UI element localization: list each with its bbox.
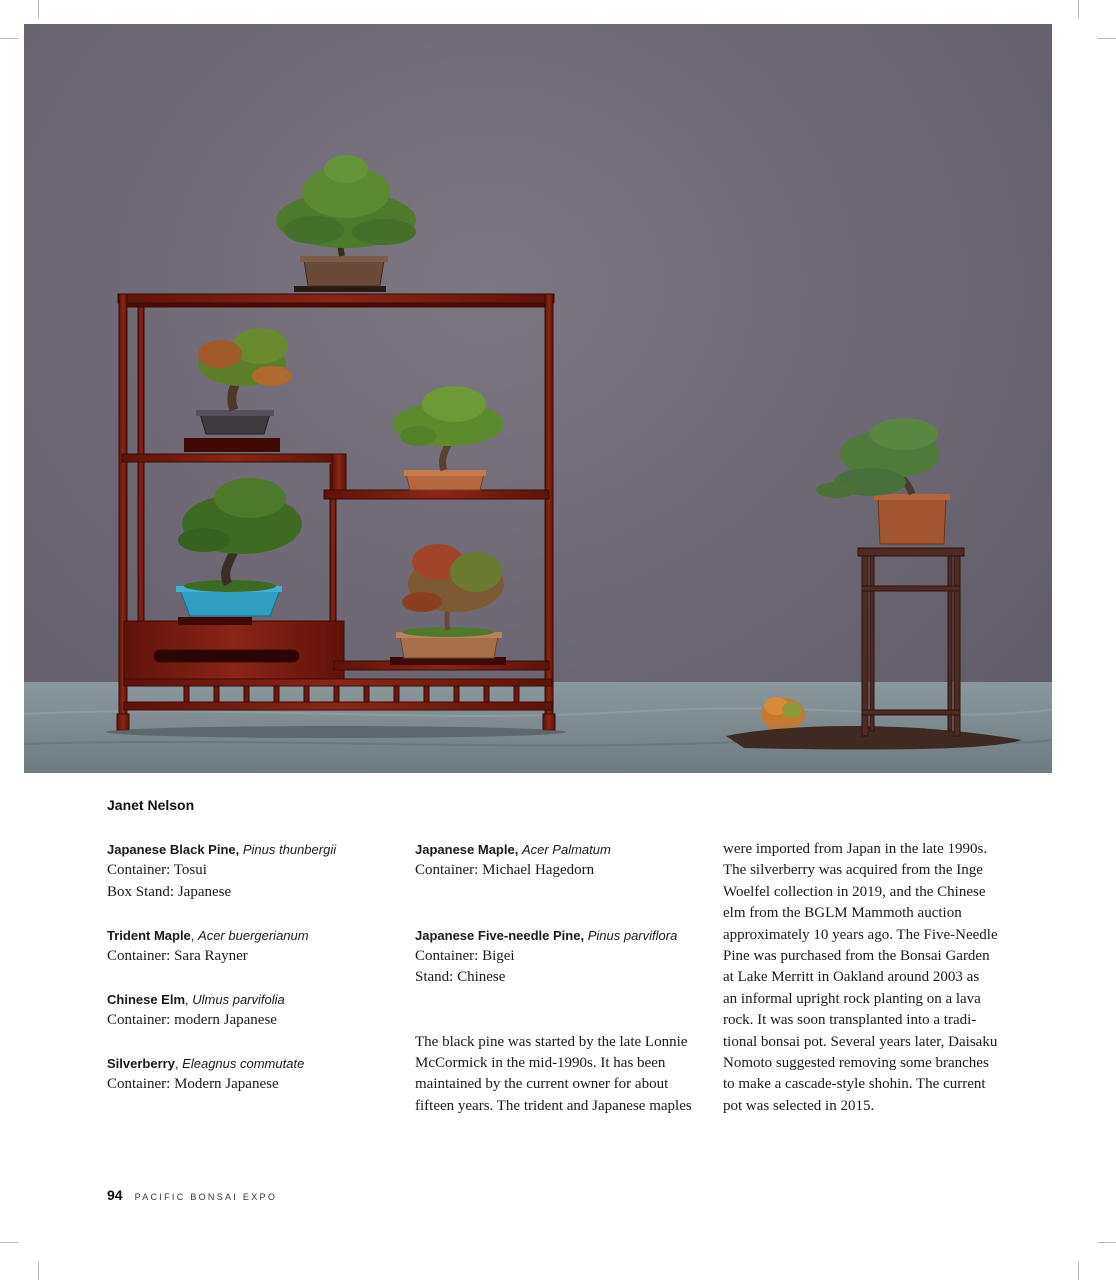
common-name: Japanese Five-needle Pine, [415, 927, 585, 943]
text-line: Woelfel collection in 2019, and the Chinese [723, 883, 986, 900]
text-line: Pine was purchased from the Bonsai Garden [723, 948, 990, 965]
page-number: 94 [107, 1187, 123, 1203]
botanical-name: Pinus thunbergii [242, 842, 337, 857]
crop-mark [1078, 1262, 1079, 1280]
tree-detail: Container: Bigei [415, 948, 515, 964]
text-line: at Lake Merritt in Oakland around 2003 as [723, 969, 980, 986]
crop-mark [1098, 1242, 1116, 1243]
botanical-name: Acer buergerianum [198, 927, 309, 943]
exhibitor-name: Janet Nelson [107, 797, 195, 813]
crop-mark [0, 38, 18, 39]
text-line: approximately 10 years ago. The Five-Needle [723, 926, 998, 943]
tree-detail: Container: Michael Hagedorn [415, 862, 595, 879]
tree-detail: Box Stand: Japanese [107, 883, 232, 900]
crop-mark [38, 0, 39, 18]
crop-mark [1078, 0, 1079, 18]
text-line: Nomoto suggested removing some branches [723, 1055, 989, 1072]
tree-entry-chinese-elm: Chinese Elm, Ulmus parvifolia Container: modern Japanese [107, 989, 397, 1032]
text-line: rock. It was soon transplanted into a tradi- [723, 1012, 977, 1029]
text-line: tional bonsai pot. Several years later, Daisaku [723, 1033, 998, 1050]
tree-entry-japanese-maple [415, 839, 710, 882]
trident-maple-tree [184, 328, 292, 452]
common-name: Chinese Elm [107, 991, 186, 1007]
bonsai-illustration [24, 24, 1052, 773]
tree-entry-black-pine [107, 839, 397, 903]
tree-detail: Container: Tosui [107, 862, 207, 879]
tree-detail: Container: Sara Rayner [107, 948, 248, 965]
tree-entry-silverberry: Silverberry, Eleagnus commutate Container: Modern Japanese [107, 1053, 397, 1096]
crop-mark [38, 1262, 39, 1280]
tree-detail: Container: Modern Japanese [107, 1076, 279, 1093]
tree-entry-trident-maple: Trident Maple, Acer buergerianum Container: Sara Rayner [107, 925, 397, 968]
botanical-name: Ulmus parvifolia [192, 991, 285, 1007]
text-line: elm from the BGLM Mammoth auction [723, 905, 962, 922]
text-line: were imported from Japan in the late 1990s. [723, 841, 988, 857]
tree-detail: Container: modern Japanese [107, 1012, 277, 1029]
tree-list-column-2 [415, 839, 710, 1117]
text-line: an informal upright rock planting on a lava [723, 990, 981, 1007]
silverberry-tree [390, 544, 506, 665]
text-line: pot was selected in 2015. [723, 1097, 875, 1114]
common-name: Trident Maple [107, 927, 191, 943]
text-line: to make a cascade-style shohin. The current [723, 1076, 986, 1093]
crop-mark [0, 1242, 18, 1243]
bonsai-display-photo [24, 24, 1052, 773]
japanese-maple-tree [392, 386, 504, 490]
tree-list-column-1 [107, 839, 397, 1117]
tree-entry-five-needle-pine [415, 925, 710, 989]
page-footer [107, 1187, 277, 1203]
five-needle-pine-tree [816, 418, 950, 544]
history-paragraph-continued [723, 839, 1013, 1117]
history-paragraph-start: The black pine was started by the late Lonnie McCormick in the mid-1990s. It has been maintained by the current owner for about fifteen years. The trident and Japanese maples [415, 1033, 692, 1114]
botanical-name: Pinus parviflora [587, 927, 678, 943]
crop-mark [1098, 38, 1116, 39]
common-name: Japanese Black Pine, [107, 842, 240, 857]
chinese-elm-tree [176, 478, 302, 625]
black-pine-tree [276, 155, 416, 292]
text-line: The silverberry was acquired from the Inge [723, 862, 983, 879]
tree-detail: Stand: Chinese [415, 969, 506, 986]
common-name: Japanese Maple, [415, 842, 519, 857]
publication-title: PACIFIC BONSAI EXPO [134, 1192, 278, 1202]
common-name: Silverberry [107, 1056, 175, 1072]
botanical-name: Acer Palmatum [521, 842, 611, 857]
botanical-name: Eleagnus commutate [182, 1056, 305, 1072]
